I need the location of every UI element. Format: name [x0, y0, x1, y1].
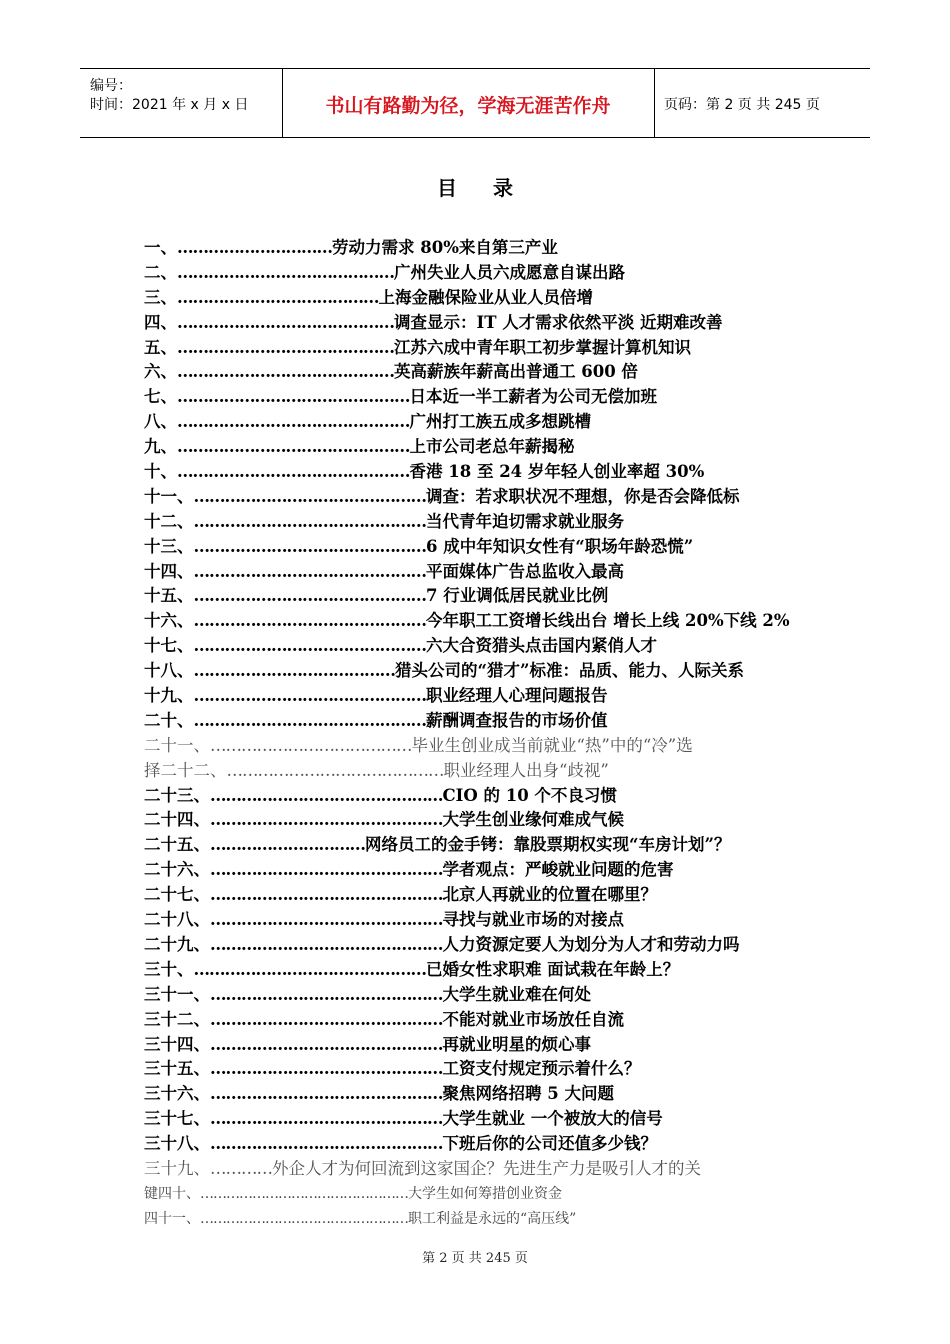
- toc-entry-number: 二十六、: [144, 860, 210, 880]
- toc-entry[interactable]: [144, 485, 824, 510]
- toc-entry[interactable]: [144, 659, 824, 684]
- toc-leader-dots: ……………………………………: [226, 760, 444, 780]
- motto: 书山有路勤为径，学海无涯苦作舟: [325, 95, 611, 117]
- toc-entry[interactable]: [144, 236, 824, 261]
- toc-leader-dots: ………………………………………: [193, 561, 426, 581]
- toc-entry-number: 十、: [144, 462, 177, 482]
- toc-leader-dots: ……………………………………: [177, 312, 394, 332]
- toc-leader-dots: ………………………………………: [193, 486, 426, 506]
- toc-entry-number: 二十九、: [144, 934, 210, 954]
- toc-entry[interactable]: [144, 1157, 824, 1182]
- toc-entry[interactable]: [144, 1132, 824, 1157]
- toc-entry[interactable]: [144, 808, 824, 833]
- toc-entry[interactable]: [144, 784, 824, 809]
- toc-entry-number: 二十三、: [144, 785, 210, 805]
- toc-entry-title: CIO 的 10 个不良习惯: [442, 785, 617, 805]
- toc-leader-dots: ………………………………………: [210, 810, 443, 830]
- toc-entry[interactable]: [144, 709, 824, 734]
- toc-entry-title: 职业经理人出身“歧视”: [443, 760, 609, 780]
- toc-leader-dots: …………………………………………: [200, 1185, 408, 1202]
- toc-entry-title: 工资支付规定预示着什么？: [442, 1059, 641, 1079]
- toc-entry-title: 6 成中年知识女性有“职场年龄恐慌”: [426, 536, 694, 556]
- toc-entry[interactable]: [144, 261, 824, 286]
- toc-entry-number: 九、: [144, 437, 177, 457]
- toc-entry-number: 十一、: [144, 486, 194, 506]
- toc-entry-title: 再就业明星的烦心事: [442, 1034, 591, 1054]
- toc-entry[interactable]: [144, 584, 824, 609]
- toc-entry[interactable]: [144, 958, 824, 983]
- toc-entry[interactable]: [144, 286, 824, 311]
- toc-entry[interactable]: [144, 908, 824, 933]
- toc-entry-number: 五、: [144, 337, 177, 357]
- toc-entry-title: 大学生就业 一个被放大的信号: [442, 1109, 663, 1129]
- toc-entry-number: 三十四、: [144, 1034, 210, 1054]
- toc-entry-title: 北京人再就业的位置在哪里？: [442, 885, 657, 905]
- toc-entry-title: 薪酬调查报告的市场价值: [426, 710, 608, 730]
- toc-entry-number: 三十七、: [144, 1109, 210, 1129]
- toc-leader-dots: ………………………………………: [210, 1059, 443, 1079]
- toc-leader-dots: ………………………………………: [193, 611, 426, 631]
- page-title: 目录: [437, 176, 549, 200]
- toc-entry-number: 十八、: [144, 661, 194, 681]
- toc-entry-number: 三十一、: [144, 984, 210, 1004]
- toc-leader-dots: ………………………………………: [177, 412, 410, 432]
- toc-leader-dots: ………………………………………: [193, 586, 426, 606]
- toc-entry-number: 二十七、: [144, 885, 210, 905]
- toc-entry-number: 三十二、: [144, 1009, 210, 1029]
- toc-entry-title: 调查：若求职状况不理想，你是否会降低标: [426, 486, 740, 506]
- toc-entry[interactable]: [144, 385, 824, 410]
- toc-entry[interactable]: [144, 1033, 824, 1058]
- serial-label: 编号：: [90, 78, 132, 94]
- toc-entry-title: 平面媒体广告总监收入最高: [426, 561, 624, 581]
- toc-entry[interactable]: [144, 1057, 824, 1082]
- toc-leader-dots: …………………………: [210, 835, 365, 855]
- toc-entry-number: 七、: [144, 387, 177, 407]
- toc-entry-title: 外企人才为何回流到这家国企？先进生产力是吸引人才的关: [272, 1158, 701, 1178]
- toc-entry-number: 二十八、: [144, 910, 210, 930]
- toc-entry[interactable]: [144, 634, 824, 659]
- toc-entry-title: 学者观点：严峻就业问题的危害: [442, 860, 674, 880]
- toc-entry-title: 不能对就业市场放任自流: [442, 1009, 624, 1029]
- toc-entry-title: 香港 18 至 24 岁年轻人创业率超 30%: [409, 462, 705, 482]
- toc-entry-number: 二十一、: [144, 735, 210, 755]
- toc-entry[interactable]: [144, 684, 824, 709]
- toc-entry-number: 二十、: [144, 710, 194, 730]
- toc-entry-number: 三十、: [144, 959, 194, 979]
- toc-entry-title: 大学生就业难在何处: [442, 984, 591, 1004]
- toc-leader-dots: ………………………………………: [210, 885, 443, 905]
- toc-entry-title: 下班后你的公司还值多少钱？: [442, 1134, 657, 1154]
- toc-entry-number: 三十五、: [144, 1059, 210, 1079]
- date-line: 时间：2021 年 x 月 x 日: [90, 97, 249, 113]
- toc-entry-number: 十三、: [144, 536, 194, 556]
- toc-entry-title: 7 行业调低居民就业比例: [426, 586, 609, 606]
- toc-entry-title: 职业经理人心理问题报告: [426, 686, 608, 706]
- toc-entry-title: 人力资源定要人为划分为人才和劳动力吗: [442, 934, 740, 954]
- toc-leader-dots: ………………………………………: [193, 686, 426, 706]
- toc-entry-title: 上市公司老总年薪揭秘: [409, 437, 575, 457]
- toc-entry-number: 十九、: [144, 686, 194, 706]
- toc-entry-title: 聚焦网络招聘 5 大问题: [442, 1084, 614, 1104]
- toc-entry-number: 八、: [144, 412, 177, 432]
- toc-entry[interactable]: [144, 460, 824, 485]
- toc-entry-number: 十二、: [144, 511, 194, 531]
- toc-leader-dots: ………………………………………: [210, 1084, 443, 1104]
- toc-entry-number: 二十五、: [144, 835, 210, 855]
- toc-entry[interactable]: [144, 1207, 824, 1232]
- toc-leader-dots: …………………………: [177, 238, 332, 257]
- toc-entry-number: 三十九、: [144, 1158, 210, 1178]
- toc-entry-number: 四十一、: [144, 1210, 200, 1227]
- page-header: [80, 68, 870, 138]
- toc-leader-dots: ………………………………………: [193, 710, 426, 730]
- toc-entry-number: 二、: [144, 262, 177, 282]
- toc-entry-title: 英高薪族年薪高出普通工 600 倍: [394, 362, 638, 382]
- toc-leader-dots: ………………………………………: [193, 959, 426, 979]
- toc-entry-number: 三、: [144, 287, 177, 307]
- toc-leader-dots: ………………………………………: [193, 511, 426, 531]
- toc-entry-number: 择二十二、: [144, 760, 227, 780]
- toc-entry[interactable]: [144, 311, 824, 336]
- toc-entry-title: 已婚女性求职难 面试栽在年龄上？: [426, 959, 680, 979]
- toc-entry[interactable]: [144, 1107, 824, 1132]
- toc-leader-dots: ……………………………………: [177, 337, 394, 357]
- toc-entry[interactable]: [144, 858, 824, 883]
- toc-entry-number: 三十八、: [144, 1134, 210, 1154]
- toc-entry[interactable]: [144, 360, 824, 385]
- toc-leader-dots: ……………………………………: [177, 362, 394, 382]
- toc-leader-dots: ………………………………………: [210, 1009, 443, 1029]
- toc-entry[interactable]: [144, 1182, 824, 1207]
- toc-entry-title: 广州失业人员六成愿意自谋出路: [394, 262, 625, 282]
- toc-entry[interactable]: [144, 734, 824, 759]
- toc-leader-dots: ………………………………………: [193, 536, 426, 556]
- toc-leader-dots: ………………………………………: [210, 1034, 443, 1054]
- toc-leader-dots: …………………………………: [193, 661, 395, 681]
- toc-entry-title: 大学生创业缘何难成气候: [442, 810, 624, 830]
- toc-entry-number: 六、: [144, 362, 177, 382]
- toc-entry-title: 六大合资猎头点击国内紧俏人才: [426, 636, 657, 656]
- toc-entry[interactable]: [144, 983, 824, 1008]
- toc-leader-dots: ………………………………………: [210, 1109, 443, 1129]
- toc-entry[interactable]: [144, 1082, 824, 1107]
- toc-leader-dots: ……………………………………: [177, 262, 394, 282]
- toc-leader-dots: …………………………………: [210, 735, 412, 755]
- toc-entry-title: 网络员工的金手铐：靠股票期权实现“车房计划”？: [365, 835, 731, 855]
- toc-entry-number: 十四、: [144, 561, 194, 581]
- toc-entry[interactable]: [144, 883, 824, 908]
- page-footer: 第 2 页 共 245 页: [422, 1251, 528, 1266]
- toc-leader-dots: ………………………………………: [210, 860, 443, 880]
- toc-entry-title: 寻找与就业市场的对接点: [442, 910, 624, 930]
- toc-leader-dots: ………………………………………: [210, 910, 443, 930]
- toc-leader-dots: ………………………………………: [177, 437, 410, 457]
- toc-entry[interactable]: [144, 336, 824, 361]
- toc-entry-number: 二十四、: [144, 810, 210, 830]
- toc-entry-title: 劳动力需求 80%来自第三产业: [332, 238, 558, 257]
- toc-entry-title: 大学生如何筹措创业资金: [408, 1185, 562, 1202]
- toc-leader-dots: ………………………………………: [193, 636, 426, 656]
- toc-entry-number: 一、: [144, 238, 177, 257]
- toc-entry[interactable]: [144, 759, 824, 784]
- page-info: 页码：第 2 页 共 245 页: [664, 97, 820, 113]
- toc-leader-dots: ………………………………………: [177, 462, 410, 482]
- toc-entry[interactable]: [144, 933, 824, 958]
- toc-entry[interactable]: [144, 410, 824, 435]
- toc-entry-title: 今年职工工资增长线出台 增长上线 20%下线 2%: [426, 611, 790, 631]
- toc-entry-title: 当代青年迫切需求就业服务: [426, 511, 624, 531]
- toc-entry-title: 调查显示：IT 人才需求依然平淡 近期难改善: [394, 312, 723, 332]
- toc-entry[interactable]: [144, 1008, 824, 1033]
- toc-entry-number: 四、: [144, 312, 177, 332]
- toc-entry-title: 江苏六成中青年职工初步掌握计算机知识: [394, 337, 691, 357]
- toc-entry-title: 日本近一半工薪者为公司无偿加班: [409, 387, 657, 407]
- toc-entry-number: 键四十、: [144, 1185, 200, 1202]
- toc-entry[interactable]: [144, 609, 824, 634]
- header-meta-cell: [80, 69, 283, 137]
- header-page-cell: [656, 69, 870, 137]
- header-motto-cell: [282, 69, 655, 137]
- toc-leader-dots: ………………………………………: [210, 934, 443, 954]
- toc-leader-dots: …………: [210, 1158, 272, 1178]
- toc-leader-dots: ………………………………………: [210, 1134, 443, 1154]
- table-of-contents: [144, 236, 824, 1232]
- toc-leader-dots: ………………………………………: [210, 984, 443, 1004]
- toc-leader-dots: ………………………………………: [177, 387, 410, 407]
- toc-entry-number: 十七、: [144, 636, 194, 656]
- toc-entry-number: 十五、: [144, 586, 194, 606]
- toc-entry[interactable]: [144, 560, 824, 585]
- toc-leader-dots: …………………………………: [177, 287, 379, 307]
- toc-leader-dots: …………………………………………: [200, 1210, 408, 1227]
- toc-entry[interactable]: [144, 833, 824, 858]
- toc-leader-dots: ………………………………………: [210, 785, 443, 805]
- toc-entry[interactable]: [144, 510, 824, 535]
- toc-entry-title: 毕业生创业成当前就业“热”中的“冷”选: [411, 735, 693, 755]
- toc-entry-title: 上海金融保险业从业人员倍增: [378, 287, 593, 307]
- toc-entry-number: 十六、: [144, 611, 194, 631]
- toc-entry-title: 广州打工族五成多想跳槽: [409, 412, 591, 432]
- toc-entry-title: 猎头公司的“猎才”标准：品质、能力、人际关系: [395, 661, 744, 681]
- toc-entry[interactable]: [144, 435, 824, 460]
- toc-entry[interactable]: [144, 535, 824, 560]
- toc-entry-title: 职工利益是永远的“高压线”: [408, 1210, 577, 1227]
- toc-entry-number: 三十六、: [144, 1084, 210, 1104]
